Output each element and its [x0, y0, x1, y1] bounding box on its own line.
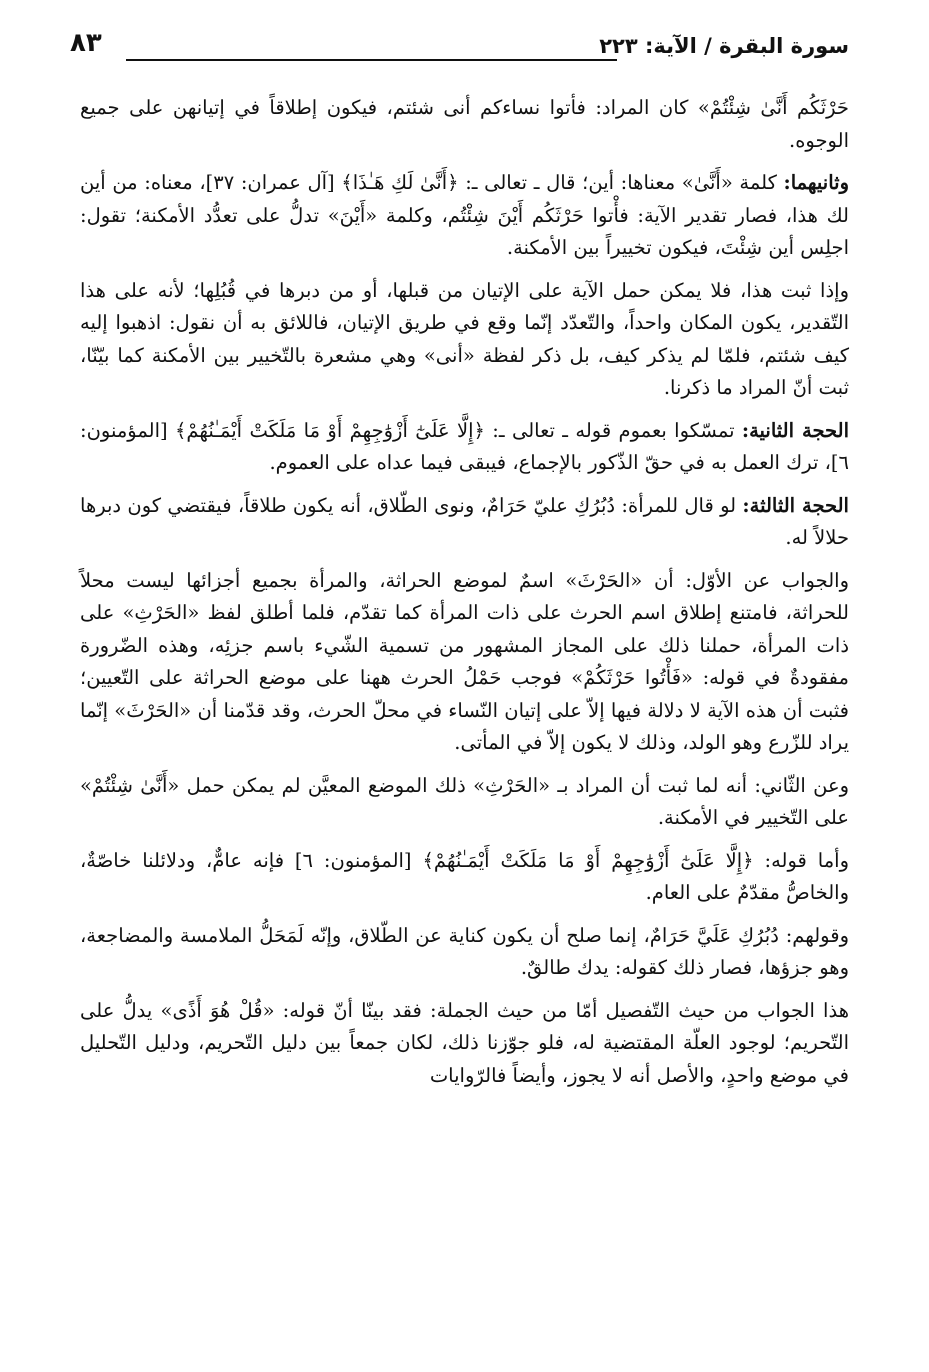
page-header	[70, 26, 849, 70]
paragraph	[80, 770, 849, 835]
paragraph	[80, 565, 849, 760]
page-body	[80, 92, 849, 1102]
paragraph-text: وإذا ثبت هذا، فلا يمكن حمل الآية على الإتيان من قبلها، أو من دبرها في قُبُلِها؛ لأنه على هذا التّقدير، يكون المكان واحداً، والتّعدّد إنّما وقع في طريق الإتيان، فاللائق به أن نقول: اذهبوا إليه كيف شئتم، فلمّا لم يذكر كيف، بل ذكر لفظة «أنى» وهي مشعرة بالتّخيير بين الأمكنة كما بيّنّا، ثبت أنّ المراد ما ذكرنا.	[80, 278, 849, 399]
page-number: ٨٣	[70, 28, 102, 58]
paragraph-text: هذا الجواب من حيث التّفصيل أمّا من حيث الجملة: فقد بينّا أنّ قوله: «قُلْ هُوَ أَذًى» يدلُّ على التّحريم؛ لوجود العلّة المقتضية له، فلو جوّزنا ذلك، لكان جمعاً بين دليل التّحريم، ودليل التّحليل في موضع واحدٍ، والأصل أنه لا يجوز، وأيضاً فالرّوايات	[80, 998, 849, 1087]
paragraph-lead: الحجة الثالثة:	[742, 493, 849, 517]
paragraph-text: وأما قوله: ﴿إِلَّا عَلَىٰٓ أَزْوَٰجِهِمْ أَوْ مَا مَلَكَتْ أَيْمَـٰنُهُمْ﴾ [المؤمنون: ٦] فإنه عامٌّ، ودلائلنا خاصّةٌ، والخاصُّ مقدّمٌ على العام.	[80, 848, 849, 904]
paragraph	[80, 275, 849, 405]
paragraph-text: والجواب عن الأوّل: أن «الحَرْثَ» اسمٌ لموضع الحراثة، والمرأة بجميع أجزائها ليست محلاً للحراثة، فامتنع إطلاق اسم الحرث على ذات المرأة كما تقدّم، فلما أطلق لفظ «الحَرْثِ» على ذات المرأة، حملنا ذلك على المجاز المشهور من تسمية الشّيء باسم جزئِه، وهذه الضّرورة مفقودةٌ في قوله: «فَأْتُوا حَرْثَكُمْ» فوجب حَمْلُ الحرث ههنا على موضع الحراثة على التّعيين؛ فثبت أن هذه الآية لا دلالة فيها إلاّ على إتيان النّساء في محلّ الحرث، وقد قدّمنا أن «الحَرْثَ» إنّما يراد للزّرع وهو الولد، وذلك لا يكون إلاّ في المأتى.	[80, 568, 849, 754]
paragraph-text: حَرْثَكُم أَنَّىٰ شِئْتُمْ» كان المراد: فأتوا نساءكم أنى شئتم، فيكون إطلاقاً في إتيانهن على جميع الوجوه.	[80, 96, 849, 152]
paragraph-text: كلمة «أَنَّىٰ» معناها: أين؛ قال ـ تعالى ـ: ﴿أَنَّىٰ لَكِ هَـٰذَا﴾ [آل عمران: ٣٧]، معناه: من أين لك هذا، فصار تقدير الآية: فأْتوا حَرْثَكُم أَيْنَ شِئْتُم، وكلمة «أَيْنَ» تدلُّ على تعدُّد الأمكنة؛ تقول: اجلِس أين شِئْتَ، فيكون تخييراً بين الأمكنة.	[80, 171, 849, 259]
paragraph	[80, 490, 849, 555]
paragraph	[80, 845, 849, 910]
paragraph-text: وعن الثّاني: أنه لما ثبت أن المراد بـ «الحَرْثِ» ذلك الموضع المعيَّن لم يمكن حمل «أَنَّىٰ شِئْتُمْ» على التّخيير في الأمكنة.	[80, 773, 849, 829]
paragraph	[80, 920, 849, 985]
running-title: سورة البقرة / الآية: ٢٢٣	[599, 34, 849, 58]
paragraph	[80, 415, 849, 480]
header-rule	[126, 59, 617, 61]
paragraph	[80, 995, 849, 1093]
paragraph	[80, 92, 849, 157]
paragraph	[80, 167, 849, 265]
paragraph-text: تمسّكوا بعموم قوله ـ تعالى ـ: ﴿إِلَّا عَلَىٰٓ أَزْوَٰجِهِمْ أَوْ مَا مَلَكَتْ أَيْمَـٰنُهُمْ﴾ [المؤمنون: ٦]، ترك العمل به في حقّ الذّكور بالإجماع، فيبقى فيما عداه على العموم.	[80, 418, 849, 474]
paragraph-text: وقولهم: دُبُرُكِ عَلَيَّ حَرَامٌ، إنما صلح أن يكون كناية عن الطّلاق، وإنّه لَمَحَلُّ الملامسة والمضاجعة، وهو جزؤها، فصار ذلك كقوله: يدك طالقٌ.	[80, 923, 849, 979]
paragraph-lead: الحجة الثانية:	[741, 418, 849, 442]
paragraph-text: لو قال للمرأة: دُبُرُكِ عليّ حَرَامٌ، ونوى الطّلاق، أنه يكون طلاقاً، فيقتضي كون دبرها حلالاً له.	[80, 493, 849, 549]
paragraph-lead: وثانيهما:	[783, 171, 849, 194]
